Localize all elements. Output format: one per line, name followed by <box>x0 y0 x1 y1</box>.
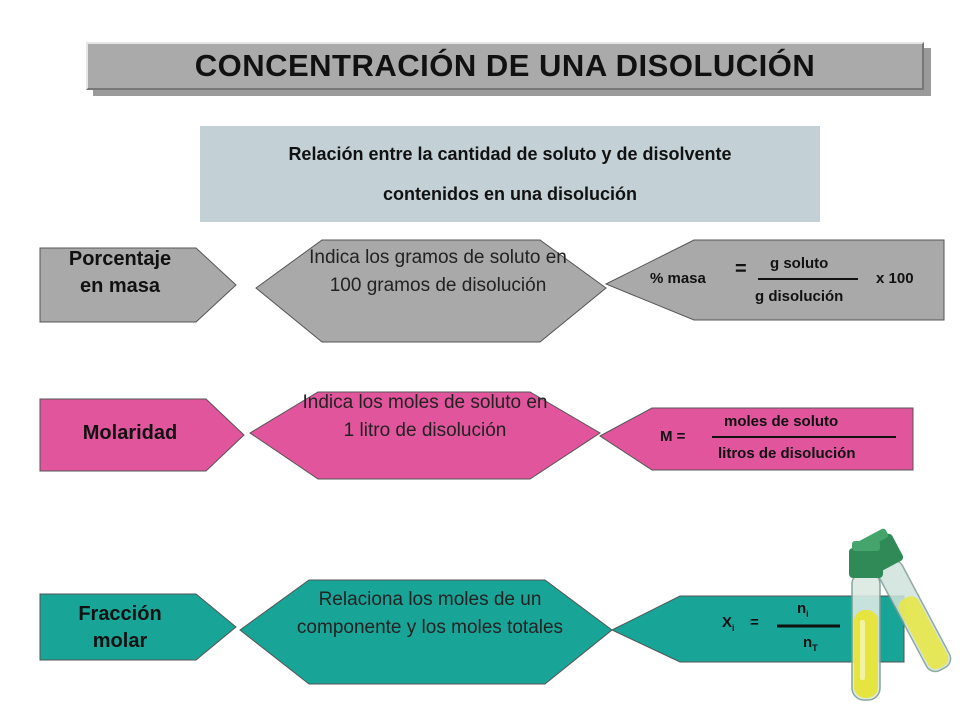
porcentaje-label-line-1: Porcentaje <box>68 248 172 270</box>
page-title: CONCENTRACIÓN DE UNA DISOLUCIÓN <box>194 48 816 83</box>
fraccion-label-line-1: Fracción <box>78 603 162 625</box>
porcentaje-formula-denominator: g disolución <box>755 288 844 305</box>
molaridad-formula-denominator: litros de disolución <box>718 445 856 462</box>
porcentaje-formula-factor: x 100 <box>876 270 914 287</box>
fraccion-numerator-sub: i <box>806 609 809 619</box>
porcentaje-description: Indica los gramos de soluto en 100 gramos de disolución <box>309 247 567 296</box>
porcentaje-formula-lhs: % masa <box>650 270 706 287</box>
fraccion-formula-lhs-symbol: X <box>722 614 733 631</box>
fraccion-formula-lhs <box>722 614 735 633</box>
fraccion-formula-denominator <box>803 634 818 653</box>
porcentaje-label <box>50 246 190 300</box>
fraccion-label-line-2: molar <box>92 630 148 652</box>
fraccion-numerator-symbol: n <box>797 600 807 617</box>
definition-line-1: Relación entre la cantidad de soluto y de disolvente <box>288 144 732 164</box>
porcentaje-formula-numerator: g soluto <box>770 255 829 272</box>
porcentaje-formula-eq: = <box>735 258 747 280</box>
test-tubes-icon <box>849 526 958 700</box>
fraccion-denominator-sub: T <box>812 643 818 653</box>
title-banner <box>86 42 924 90</box>
porcentaje-label-line-2: en masa <box>79 275 161 297</box>
fraccion-description: Relaciona los moles de un componente y los moles totales <box>296 589 564 638</box>
molaridad-formula-numerator: moles de soluto <box>724 413 839 430</box>
molaridad-description: Indica los moles de soluto en 1 litro de disolución <box>302 392 548 441</box>
fraccion-formula-numerator <box>797 600 809 619</box>
fraccion-label <box>50 601 190 655</box>
definition-line-2: contenidos en una disolución <box>382 184 637 204</box>
molaridad-label: Molaridad <box>82 422 178 444</box>
fraccion-formula-lhs-sub: i <box>732 623 735 633</box>
fraccion-denominator-symbol: n <box>803 634 813 651</box>
fraccion-formula-eq: = <box>750 614 759 631</box>
definition-box <box>200 126 820 222</box>
molaridad-formula-lhs: M = <box>660 428 686 445</box>
